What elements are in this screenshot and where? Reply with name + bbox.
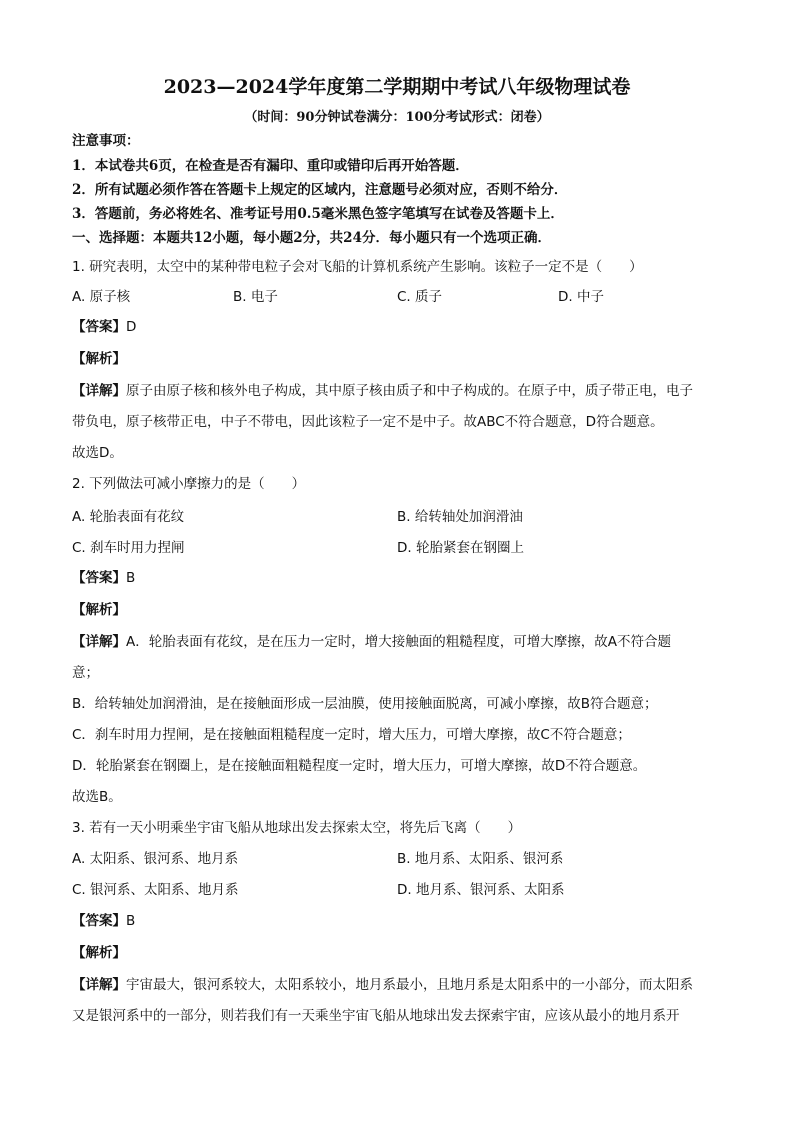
option-a: A. 原子核 (72, 289, 131, 305)
answer-line (72, 317, 722, 337)
detail-line: 【详解】原子由原子核和核外电子构成，其中原子核由质子和中子构成的。在原子中，质子带正电，电子 (72, 383, 693, 399)
analysis-label: 【解析】 (72, 351, 126, 367)
question-stem: 1. 研究表明，太空中的某种带电粒子会对飞船的计算机系统产生影响。该粒子一定不是（ ） (72, 259, 643, 275)
question-stem: 3. 若有一天小明乘坐宇宙飞船从地球出发去探索太空，将先后飞离（ ） (72, 820, 522, 836)
detail-line: 又是银河系中的一部分，则若我们有一天乘坐宇宙飞船从地球出发去探索宇宙，应该从最小的地月系开 (72, 1008, 680, 1024)
answer-line (72, 568, 722, 588)
analysis-label: 【解析】 (72, 602, 126, 618)
answer-line (72, 911, 722, 931)
option-b: B. 地月系、太阳系、银河系 (397, 851, 564, 867)
detail-line: 故选B。 (72, 789, 122, 805)
page-subtitle: （时间：90分钟试卷满分：100分考试形式：闭卷） (244, 110, 550, 125)
detail-line: C．刹车时用力捏闸，是在接触面粗糙程度一定时，增大压力，可增大摩擦，故C不符合题意； (72, 727, 631, 743)
option-b: B. 电子 (233, 289, 278, 305)
option-d: D. 中子 (558, 289, 604, 305)
option-d: D. 地月系、银河系、太阳系 (397, 882, 565, 898)
option-a: A. 太阳系、银河系、地月系 (72, 851, 239, 867)
analysis-label: 【解析】 (72, 945, 126, 961)
option-a: A. 轮胎表面有花纹 (72, 509, 185, 525)
option-c: C. 刹车时用力捏闸 (72, 540, 185, 556)
detail-line: 【详解】宇宙最大，银河系较大，太阳系较小，地月系最小，且地月系是太阳系中的一小部分，而太阳系 (72, 977, 693, 993)
answer-label: 【答案】 (72, 913, 126, 929)
section-heading: 一、选择题：本题共12小题，每小题2分，共24分．每小题只有一个选项正确． (72, 230, 551, 246)
detail-line: 故选D。 (72, 445, 123, 461)
option-b: B. 给转轴处加润滑油 (397, 509, 523, 525)
detail-label: 【详解】 (72, 634, 126, 650)
option-c: C. 质子 (397, 289, 443, 305)
question-stem: 2. 下列做法可减小摩擦力的是（ ） (72, 476, 306, 492)
notice-item: 2．所有试题必须作答在答题卡上规定的区域内，注意题号必须对应，否则不给分． (72, 182, 568, 198)
notice-item: 3．答题前，务必将姓名、准考证号用0.5毫米黑色签字笔填写在试卷及答题卡上． (72, 206, 564, 222)
option-c: C. 银河系、太阳系、地月系 (72, 882, 239, 898)
answer-value: B (126, 913, 136, 929)
page-title: 2023—2024学年度第二学期期中考试八年级物理试卷 (163, 76, 631, 98)
answer-label: 【答案】 (72, 319, 126, 335)
detail-line: D．轮胎紧套在钢圈上，是在接触面粗糙程度一定时，增大压力，可增大摩擦，故D不符合题意。 (72, 758, 647, 774)
detail-line: B．给转轴处加润滑油，是在接触面形成一层油膜，使用接触面脱离，可减小摩擦，故B符合题意； (72, 696, 658, 712)
answer-value: D (126, 319, 137, 335)
detail-line: 带负电，原子核带正电，中子不带电，因此该粒子一定不是中子。故ABC不符合题意，D符合题意。 (72, 414, 664, 430)
answer-value: B (126, 570, 136, 586)
detail-line: 意； (72, 665, 99, 681)
notice-item: 1．本试卷共6页，在检查是否有漏印、重印或错印后再开始答题． (72, 158, 469, 174)
notice-heading: 注意事项： (72, 133, 140, 149)
detail-line: 【详解】A．轮胎表面有花纹，是在压力一定时，增大接触面的粗糙程度，可增大摩擦，故A不符合题 (72, 634, 671, 650)
answer-label: 【答案】 (72, 570, 126, 586)
detail-label: 【详解】 (72, 383, 126, 399)
detail-label: 【详解】 (72, 977, 126, 993)
option-d: D. 轮胎紧套在钢圈上 (397, 540, 524, 556)
